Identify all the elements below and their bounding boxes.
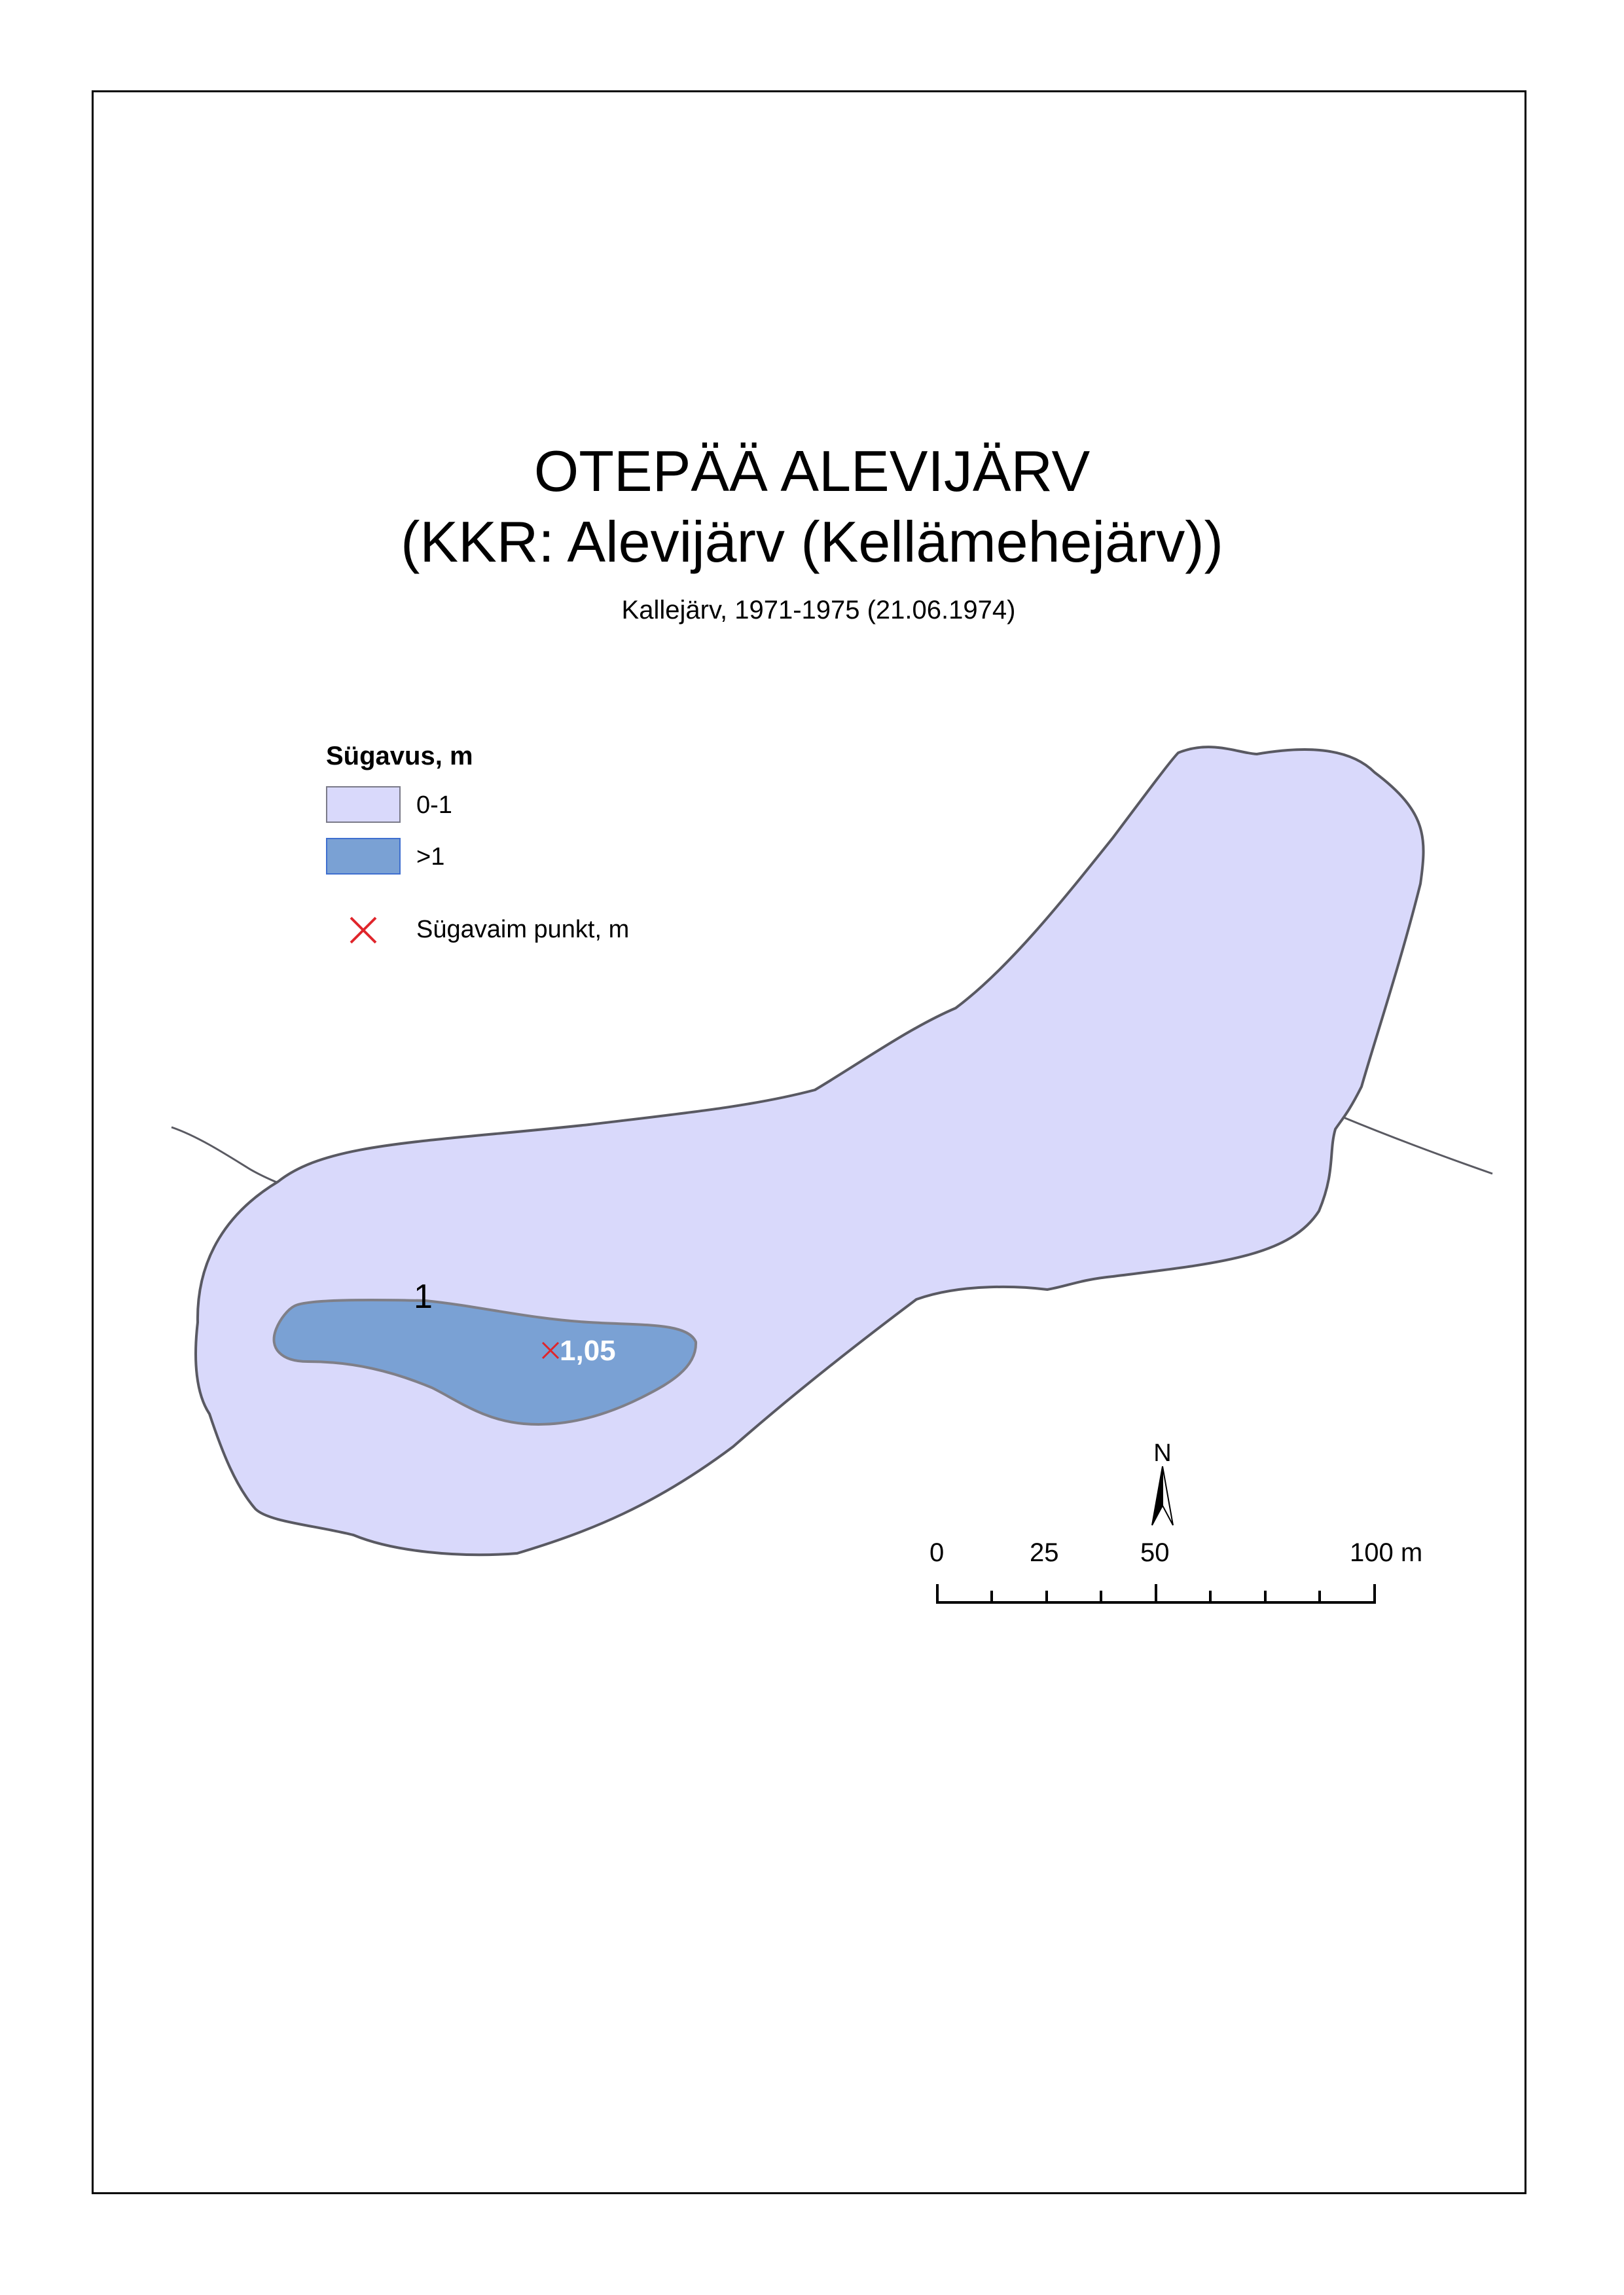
map-alt-title: (KKR: Alevijärv (Kellämehejärv))	[401, 509, 1223, 574]
scale-label-100: 100 m	[1350, 1538, 1423, 1567]
outflow-stream	[1342, 1117, 1492, 1174]
deepest-value-label: 1,05	[560, 1335, 616, 1367]
deepest-point-legend-icon	[347, 914, 380, 947]
legend-swatch-deep	[326, 838, 401, 875]
inflow-stream	[171, 1127, 283, 1185]
legend-swatch-shallow	[326, 786, 401, 823]
scale-bar	[937, 1584, 1375, 1604]
scale-label-25: 25	[1030, 1538, 1059, 1567]
map-title: OTEPÄÄ ALEVIJÄRV	[533, 439, 1091, 503]
legend-title: Sügavus, m	[326, 742, 473, 770]
north-label: N	[1153, 1439, 1172, 1467]
legend-label-shallow: 0-1	[416, 791, 452, 819]
north-arrow-icon	[1152, 1439, 1173, 1525]
map-source: Kallejärv, 1971-1975 (21.06.1974)	[621, 596, 1016, 624]
scale-label-0: 0	[929, 1538, 945, 1567]
legend-label-deep: >1	[416, 843, 445, 871]
legend-label-deepest: Sügavaim punkt, m	[416, 916, 630, 943]
scale-label-50: 50	[1140, 1538, 1170, 1567]
contour-label: 1	[414, 1278, 433, 1316]
